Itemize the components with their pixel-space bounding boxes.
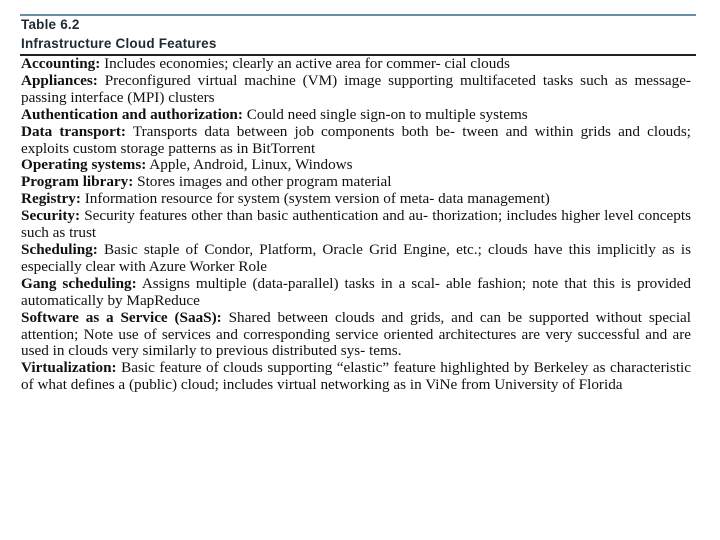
feature-description: Basic feature of clouds supporting “elastic” feature highlighted by Berkeley as characteristic of what defines a (public) cloud; includes virtual networking as in ViNe from University of Florida	[21, 359, 691, 394]
feature-description: Security features other than basic authentication and au- thorization; includes higher level concepts such as trust	[21, 207, 691, 242]
feature-description: Stores images and other program material	[137, 173, 392, 191]
feature-entry-operating-systems	[21, 157, 691, 174]
feature-entry-saas	[21, 310, 691, 361]
feature-description: Shared between clouds and grids, and can be supported without special attention; Note use of services and corresponding service oriented architectures are very successful and are used in clouds very similarly to previous distributed sys- tems.	[21, 308, 692, 360]
feature-description: Includes economies; clearly an active area for commer- cial clouds	[104, 55, 510, 72]
feature-term: Virtualization:	[21, 359, 117, 377]
feature-term: Gang scheduling:	[21, 274, 137, 292]
feature-entry-accounting	[21, 56, 691, 73]
feature-term: Operating systems:	[21, 156, 147, 174]
feature-entry-data-transport	[21, 124, 691, 158]
feature-description: Apple, Android, Linux, Windows	[149, 156, 353, 174]
feature-term: Scheduling:	[21, 240, 98, 258]
feature-term: Security:	[21, 207, 81, 225]
feature-list	[21, 56, 691, 394]
top-rule	[20, 14, 696, 16]
feature-entry-registry	[21, 191, 691, 208]
feature-term: Program library:	[21, 173, 134, 191]
feature-entry-scheduling	[21, 242, 691, 276]
feature-entry-gang-scheduling	[21, 276, 691, 310]
feature-entry-security	[21, 208, 691, 242]
feature-description: Assigns multiple (data-parallel) tasks in a scal- able fashion; note that this is provided automatically by MapReduce	[21, 274, 691, 309]
feature-term: Appliances:	[21, 71, 98, 89]
feature-description: Information resource for system (system version of meta- data management)	[84, 190, 550, 208]
feature-description: Basic staple of Condor, Platform, Oracle Grid Engine, etc.; clouds have this implicitly as is especially clear with Azure Worker Role	[21, 240, 691, 275]
feature-term: Authentication and authorization:	[21, 105, 243, 123]
feature-description: Preconfigured virtual machine (VM) image supporting multifaceted tasks such as message-passing interface (MPI) clusters	[21, 71, 691, 106]
feature-description: Could need single sign-on to multiple systems	[246, 105, 528, 123]
feature-term: Data transport:	[21, 122, 126, 140]
table-label: Table 6.2	[21, 17, 80, 32]
feature-term: Accounting:	[21, 55, 101, 72]
feature-entry-program-library	[21, 174, 691, 191]
feature-description: Transports data between job components both be- tween and within grids and clouds; exploits custom storage patterns as in BitTorrent	[21, 122, 691, 157]
feature-entry-appliances	[21, 73, 691, 107]
feature-term: Software as a Service (SaaS):	[21, 308, 222, 326]
feature-entry-virtualization	[21, 360, 691, 394]
feature-term: Registry:	[21, 190, 81, 208]
feature-entry-authentication	[21, 107, 691, 124]
table-caption: Infrastructure Cloud Features	[21, 36, 217, 51]
